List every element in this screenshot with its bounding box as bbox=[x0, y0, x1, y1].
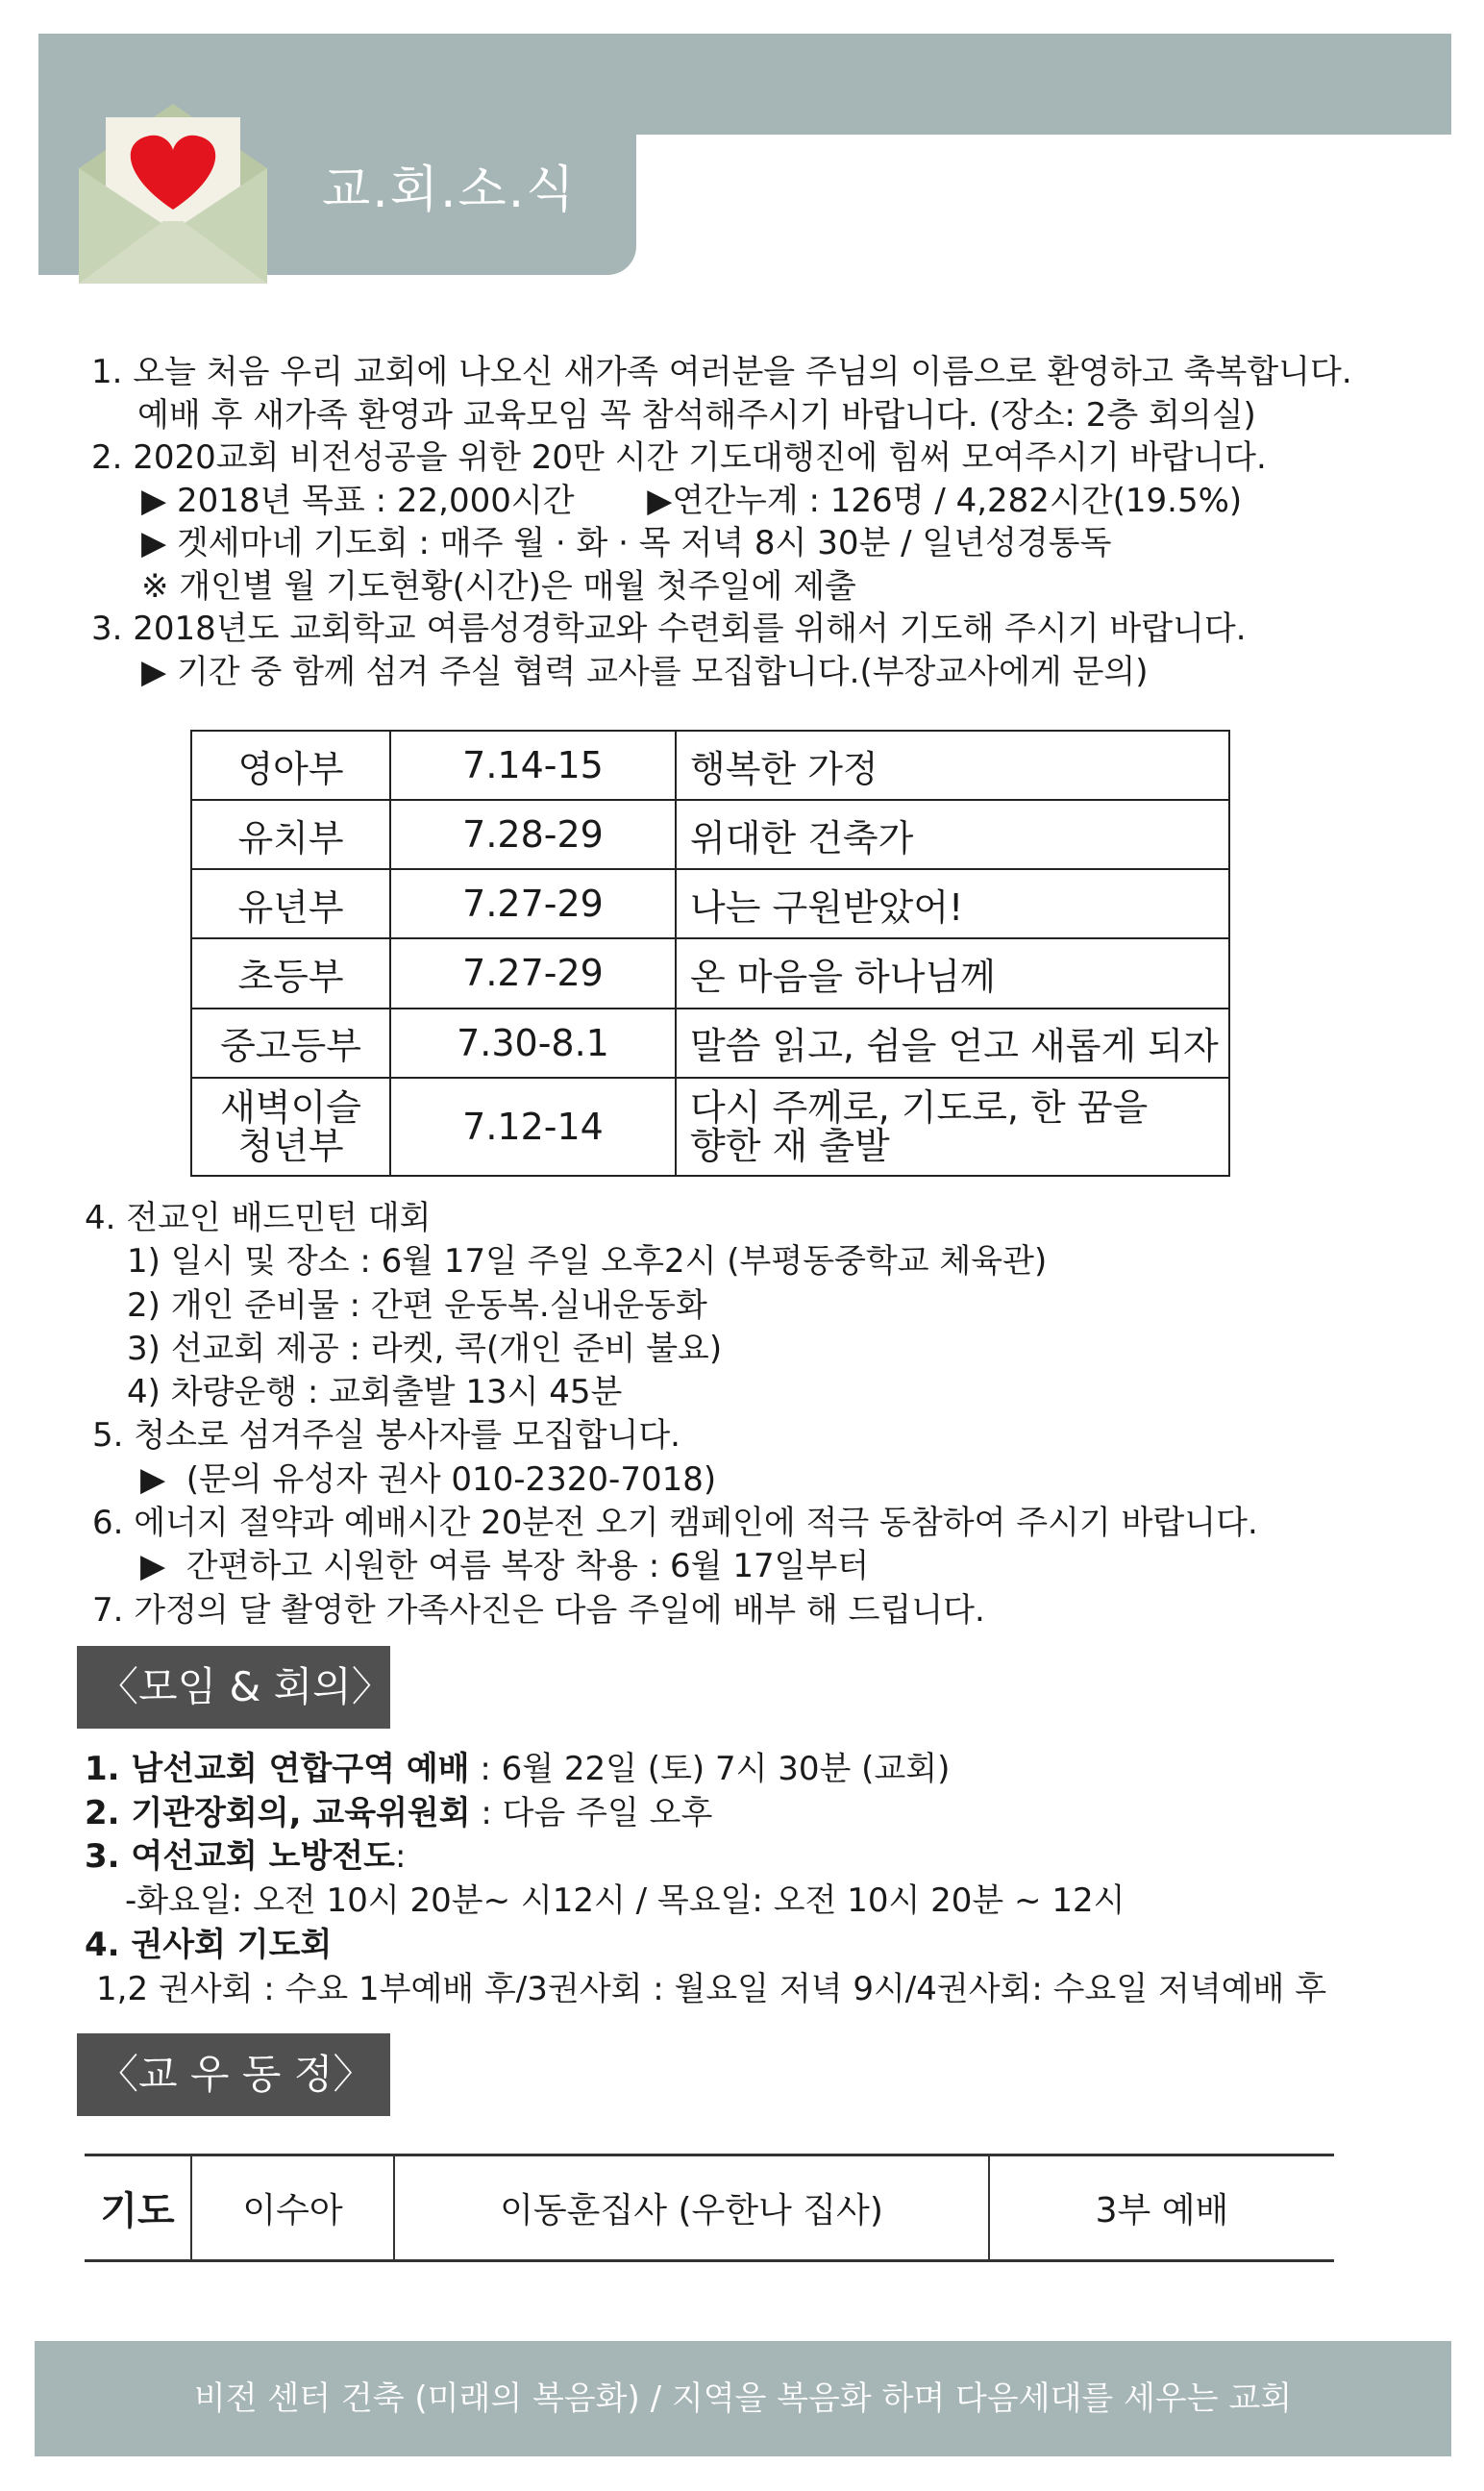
theme-line: 다시 주께로, 기도로, 한 꿈을 bbox=[690, 1085, 1149, 1129]
meeting-detail: : bbox=[395, 1837, 407, 1877]
notice-line: 3. 2018년도 교회학교 여름성경학교와 수련회를 위해서 기도해 주시기 바랍니다. bbox=[91, 610, 1247, 648]
meeting-item bbox=[85, 1792, 1449, 1836]
table-row bbox=[85, 2155, 1334, 2261]
notice-list bbox=[91, 351, 1418, 693]
duty-table bbox=[85, 2154, 1334, 2262]
dept-cell: 영아부 bbox=[191, 731, 390, 800]
duty-cell: 3부 예배 bbox=[989, 2155, 1334, 2261]
theme-cell bbox=[676, 1078, 1229, 1176]
notice-line: ▶ 간편하고 시원한 여름 복장 착용 : 6월 17일부터 bbox=[140, 1547, 870, 1586]
meeting-title: 3. 여선교회 노방전도 bbox=[85, 1837, 395, 1877]
section-heading-news: 〈교 우 동 정〉 bbox=[77, 2033, 390, 2116]
date-cell: 7.27-29 bbox=[390, 938, 676, 1008]
notice-line: ※ 개인별 월 기도현황(시간)은 매월 첫주일에 제출 bbox=[141, 566, 856, 606]
meeting-item bbox=[85, 1748, 1449, 1792]
date-cell: 7.12-14 bbox=[390, 1078, 676, 1176]
section-heading-meetings: 〈모임 & 회의〉 bbox=[77, 1646, 390, 1729]
duty-cell: 이동훈집사 (우한나 집사) bbox=[394, 2155, 989, 2261]
notice-line: ▶ (문의 유성자 권사 010-2320-7018) bbox=[140, 1459, 717, 1499]
dept-cell: 유치부 bbox=[191, 800, 390, 869]
date-cell: 7.14-15 bbox=[390, 731, 676, 800]
notice-line: 7. 가정의 달 촬영한 가족사진은 다음 주일에 배부 해 드립니다. bbox=[92, 1590, 985, 1630]
table-row bbox=[191, 1078, 1229, 1176]
dept-line: 새벽이슬 bbox=[220, 1085, 361, 1129]
notice-line: 3) 선교회 제공 : 라켓, 콕(개인 준비 불요) bbox=[127, 1329, 723, 1368]
notice-line: 1) 일시 및 장소 : 6월 17일 주일 오후2시 (부평동중학교 체육관) bbox=[127, 1242, 1048, 1282]
dept-line: 청년부 bbox=[237, 1124, 344, 1167]
meeting-title: 1. 남선교회 연합구역 예배 bbox=[85, 1750, 470, 1788]
date-cell: 7.28-29 bbox=[390, 800, 676, 869]
notice-line: 4) 차량운행 : 교회출발 13시 45분 bbox=[127, 1373, 623, 1412]
meeting-title: 2. 기관장회의, 교육위원회 bbox=[85, 1793, 471, 1832]
table-row bbox=[191, 938, 1229, 1008]
meeting-detail-line: 1,2 권사회 : 수요 1부예배 후/3권사회 : 월요일 저녁 9시/4권사회: 수요일 저녁예배 후 bbox=[96, 1969, 1327, 2008]
notice-line: 4. 전교인 배드민턴 대회 bbox=[85, 1199, 432, 1237]
meeting-item bbox=[85, 1835, 1449, 1880]
theme-cell: 말씀 읽고, 쉼을 얻고 새롭게 되자 bbox=[676, 1009, 1229, 1078]
theme-cell: 온 마음을 하나님께 bbox=[676, 938, 1229, 1008]
meeting-item bbox=[85, 1924, 1449, 1968]
duty-label: 기도 bbox=[100, 2189, 175, 2233]
dept-cell: 유년부 bbox=[191, 869, 390, 938]
meeting-detail: : 다음 주일 오후 bbox=[470, 1793, 713, 1832]
notice-line: 2. 2020교회 비전성공을 위한 20만 시간 기도대행진에 힘써 모여주시기 바랍니다. bbox=[91, 438, 1267, 477]
theme-cell: 위대한 건축가 bbox=[676, 800, 1229, 869]
dept-cell: 초등부 bbox=[191, 938, 390, 1008]
duty-cell: 이수아 bbox=[191, 2155, 394, 2261]
notice-line: 예배 후 새가족 환영과 교육모임 꼭 참석해주시기 바랍니다. (장소: 2층 회의실) bbox=[137, 395, 1256, 435]
notice-line: 6. 에너지 절약과 예배시간 20분전 오기 캠페인에 적극 동참하여 주시기 바랍니다. bbox=[92, 1504, 1258, 1543]
meeting-detail-line: -화요일: 오전 10시 20분~ 시12시 / 목요일: 오전 10시 20분 ~ 12시 bbox=[125, 1881, 1125, 1921]
notice-line: 5. 청소로 섬겨주실 봉사자를 모집합니다. bbox=[92, 1416, 680, 1456]
notice-line: 2) 개인 준비물 : 간편 운동복.실내운동화 bbox=[127, 1285, 707, 1325]
notice-line: ▶ 2018년 목표 : 22,000시간 ▶연간누계 : 126명 / 4,282시간(19.5%) bbox=[141, 481, 1243, 520]
theme-line: 향한 재 출발 bbox=[690, 1124, 890, 1167]
notice-line: ▶ 기간 중 함께 섬겨 주실 협력 교사를 모집합니다.(부장교사에게 문의) bbox=[141, 652, 1149, 691]
date-cell: 7.30-8.1 bbox=[390, 1009, 676, 1078]
theme-cell: 행복한 가정 bbox=[676, 731, 1229, 800]
notice-line: ▶ 겟세마네 기도회 : 매주 월 · 화 · 목 저녁 8시 30분 / 일년성경통독 bbox=[141, 524, 1112, 562]
date-cell: 7.27-29 bbox=[390, 869, 676, 938]
page-title: 교.회.소.식 bbox=[322, 162, 577, 219]
table-row bbox=[191, 731, 1229, 800]
notice-list-2 bbox=[85, 1197, 1430, 1632]
footer-bar: 비전 센터 건축 (미래의 복음화) / 지역을 복음화 하며 다음세대를 세우는 교회 bbox=[35, 2341, 1451, 2456]
table-row bbox=[191, 800, 1229, 869]
theme-cell: 나는 구원받았어! bbox=[676, 869, 1229, 938]
envelope-heart-icon bbox=[67, 87, 279, 298]
vbs-schedule-table bbox=[190, 730, 1230, 1177]
meeting-detail: : 6월 22일 (토) 7시 30분 (교회) bbox=[469, 1750, 951, 1788]
dept-cell bbox=[191, 1078, 390, 1176]
notice-line: 1. 오늘 처음 우리 교회에 나오신 새가족 여러분을 주님의 이름으로 환영하고 축복합니다. bbox=[91, 353, 1352, 391]
table-row bbox=[191, 869, 1229, 938]
meeting-title: 4. 권사회 기도회 bbox=[85, 1925, 333, 1964]
meetings-list bbox=[85, 1748, 1449, 2011]
table-row bbox=[191, 1009, 1229, 1078]
dept-cell: 중고등부 bbox=[191, 1009, 390, 1078]
